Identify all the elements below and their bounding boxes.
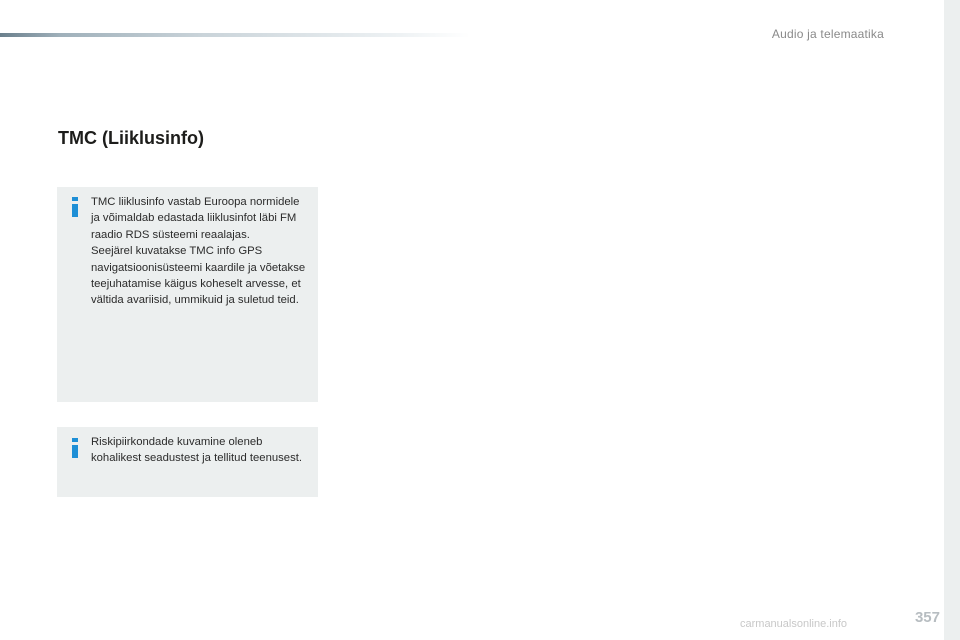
info-paragraph: Seejärel kuvatakse TMC info GPS navigatsioonisüsteemi kaardile ja võetakse teejuhatamise käigus koheselt arvesse, et vältida avariisid, ummikuid ja suletud teid. [91, 245, 306, 307]
header-decoration-bar [0, 33, 470, 37]
page-title: TMC (Liiklusinfo) [58, 128, 204, 148]
info-icon [71, 197, 79, 217]
info-box [57, 187, 318, 402]
page-number: 357 [914, 609, 940, 626]
info-box [57, 427, 318, 497]
watermark: carmanualsonline.info [740, 618, 848, 630]
info-paragraph: Riskipiirkondade kuvamine oleneb kohalikest seadustest ja tellitud teenusest. [91, 436, 303, 465]
side-margin-strip [944, 0, 960, 640]
info-text [91, 194, 310, 309]
info-paragraph: TMC liiklusinfo vastab Euroopa normidele ja võimaldab edastada liiklusinfot läbi FM raadio RDS süsteemi reaalajas. [91, 196, 300, 241]
info-text [91, 434, 310, 467]
info-icon [71, 438, 79, 458]
section-title: Audio ja telemaatika [771, 27, 884, 41]
